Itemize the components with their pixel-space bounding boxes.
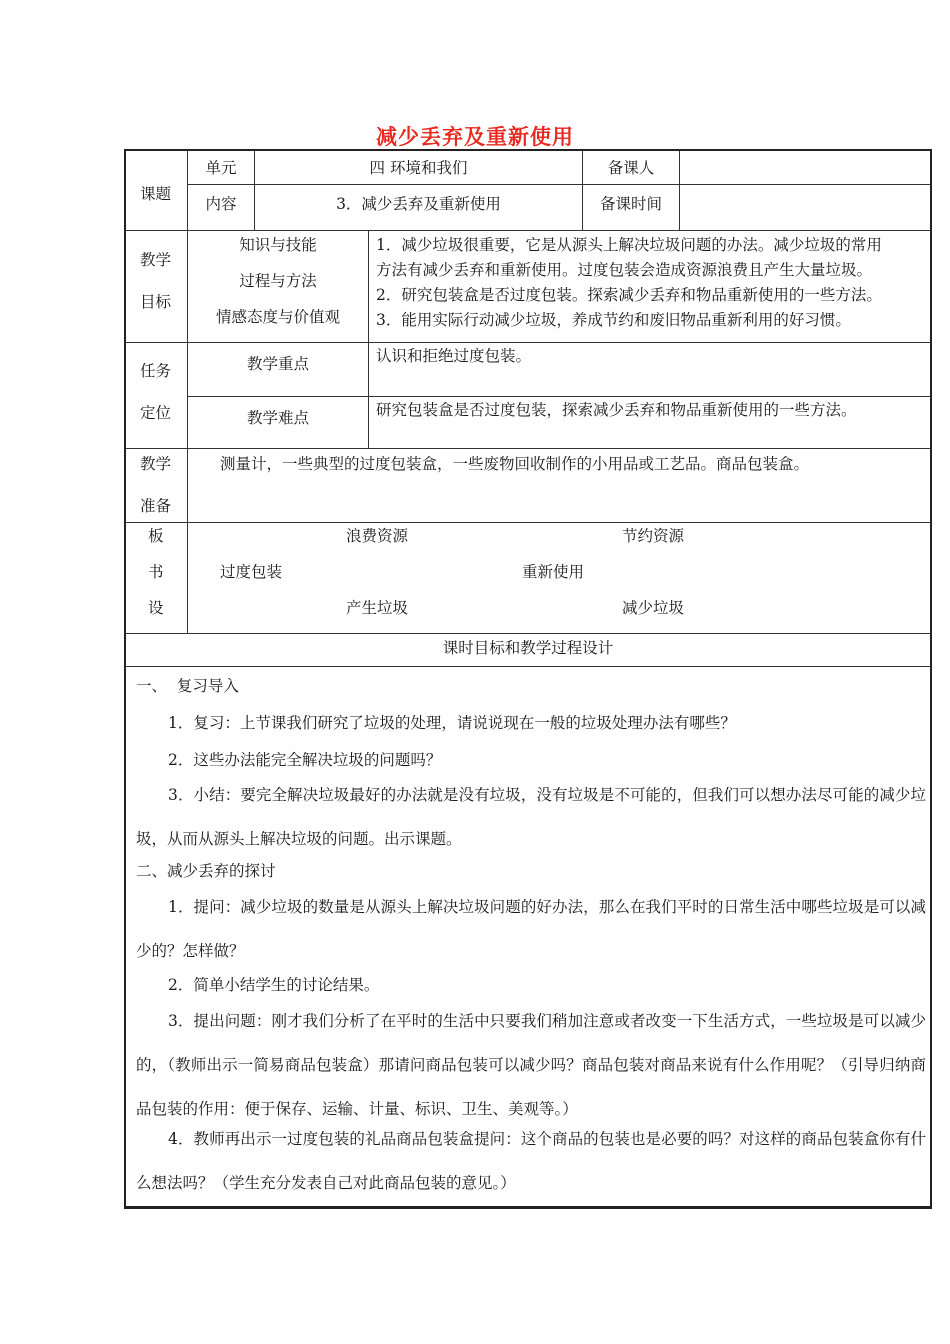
objective-line: 方法有减少丢弃和重新使用。过度包装会造成资源浪费且产生大量垃圾。 (376, 261, 873, 279)
board-label-3: 设 (148, 599, 164, 617)
prep-time-label: 备课时间 (599, 195, 662, 213)
unit-value: 四 环境和我们 (369, 159, 468, 177)
rule (126, 666, 930, 667)
rule (126, 633, 930, 634)
board-reuse: 重新使用 (522, 563, 585, 581)
board-label-2: 书 (148, 563, 164, 581)
board-label-1: 板 (148, 527, 164, 545)
objective-dimension: 知识与技能 (239, 236, 317, 254)
section-2-paragraph: 2．简单小结学生的讨论结果。 (168, 976, 380, 994)
section-2-paragraph: 3．提出问题：刚才我们分析了在平时的生活中只要我们稍加注意或者改变一下生活方式，一些垃圾是可以减少的，（教师出示一简易商品包装盒）那请问商品包装可以减少吗？商品包装对商品来说有什么作用呢？（引导归纳商品包装的作用：便于保存、运输、计量、标识、卫生、美观等。） (136, 1012, 926, 1118)
objective-line: 1．减少垃圾很重要，它是从源头上解决垃圾问题的办法。减少垃圾的常用 (376, 236, 882, 254)
document-title: 减少丢弃及重新使用 (376, 125, 574, 149)
objectives-label-2: 目标 (140, 293, 172, 311)
rule (126, 230, 930, 231)
rule (126, 342, 930, 343)
rule (126, 522, 930, 523)
rule (187, 151, 188, 634)
key-point-label: 教学重点 (246, 355, 309, 373)
content-label: 内容 (205, 195, 237, 213)
section-1-paragraph: 3．小结：要完全解决垃圾最好的办法就是没有垃圾，没有垃圾是不可能的，但我们可以想办法尽可能的减少垃圾，从而从源头上解决垃圾的问题。出示课题。 (136, 786, 926, 848)
objective-dimension: 过程与方法 (239, 272, 317, 290)
objective-dimension: 情感态度与价值观 (215, 308, 340, 326)
prep-value: 测量计，一些典型的过度包装盒，一些废物回收制作的小用品或工艺品。商品包装盒。 (220, 455, 810, 473)
rule (187, 396, 930, 397)
board-reduce-garbage: 减少垃圾 (622, 599, 685, 617)
prep-label-1: 教学 (140, 455, 172, 473)
difficulty-label: 教学难点 (246, 409, 309, 427)
content-value: 3．减少丢弃及重新使用 (336, 195, 501, 213)
prep-label-2: 准备 (140, 497, 172, 515)
rule (679, 151, 680, 231)
difficulty-value: 研究包装盒是否过度包装，探索减少丢弃和物品重新使用的一些方法。 (376, 401, 857, 419)
board-waste-resources: 浪费资源 (346, 527, 409, 545)
lesson-plan-table (124, 149, 932, 1209)
rule (368, 231, 369, 449)
section-2-title: 二、减少丢弃的探讨 (136, 862, 276, 880)
board-over-packaging: 过度包装 (220, 563, 283, 581)
rule (187, 184, 930, 185)
section-2-paragraph: 1．提问：减少垃圾的数量是从源头上解决垃圾问题的好办法，那么在我们平时的日常生活中哪些垃圾是可以减少的？怎样做？ (136, 898, 926, 960)
section-1-title: 一、 复习导入 (136, 677, 239, 695)
objective-line: 3．能用实际行动减少垃圾，养成节约和废旧物品重新利用的好习惯。 (376, 311, 851, 329)
board-produce-garbage: 产生垃圾 (346, 599, 409, 617)
objectives-label-1: 教学 (140, 251, 172, 269)
process-heading: 课时目标和教学过程设计 (442, 639, 614, 657)
unit-label: 单元 (205, 159, 237, 177)
key-point-value: 认识和拒绝过度包装。 (376, 347, 532, 365)
section-1-paragraph: 2．这些办法能完全解决垃圾的问题吗？ (168, 751, 442, 769)
section-2-paragraph: 4．教师再出示一过度包装的礼品商品包装盒提问：这个商品的包装也是必要的吗？对这样的商品包装盒你有什么想法吗？（学生充分发表自己对此商品包装的意见。） (136, 1130, 926, 1192)
objective-line: 2．研究包装盒是否过度包装。探索减少丢弃和物品重新使用的一些方法。 (376, 286, 882, 304)
preparer-label: 备课人 (607, 159, 655, 177)
topic-label: 课题 (140, 185, 172, 203)
task-label-2: 定位 (140, 404, 172, 422)
section-1-paragraph: 1．复习：上节课我们研究了垃圾的处理，请说说现在一般的垃圾处理办法有哪些？ (168, 714, 736, 732)
board-save-resources: 节约资源 (622, 527, 685, 545)
task-label-1: 任务 (140, 362, 172, 380)
rule (126, 448, 930, 449)
